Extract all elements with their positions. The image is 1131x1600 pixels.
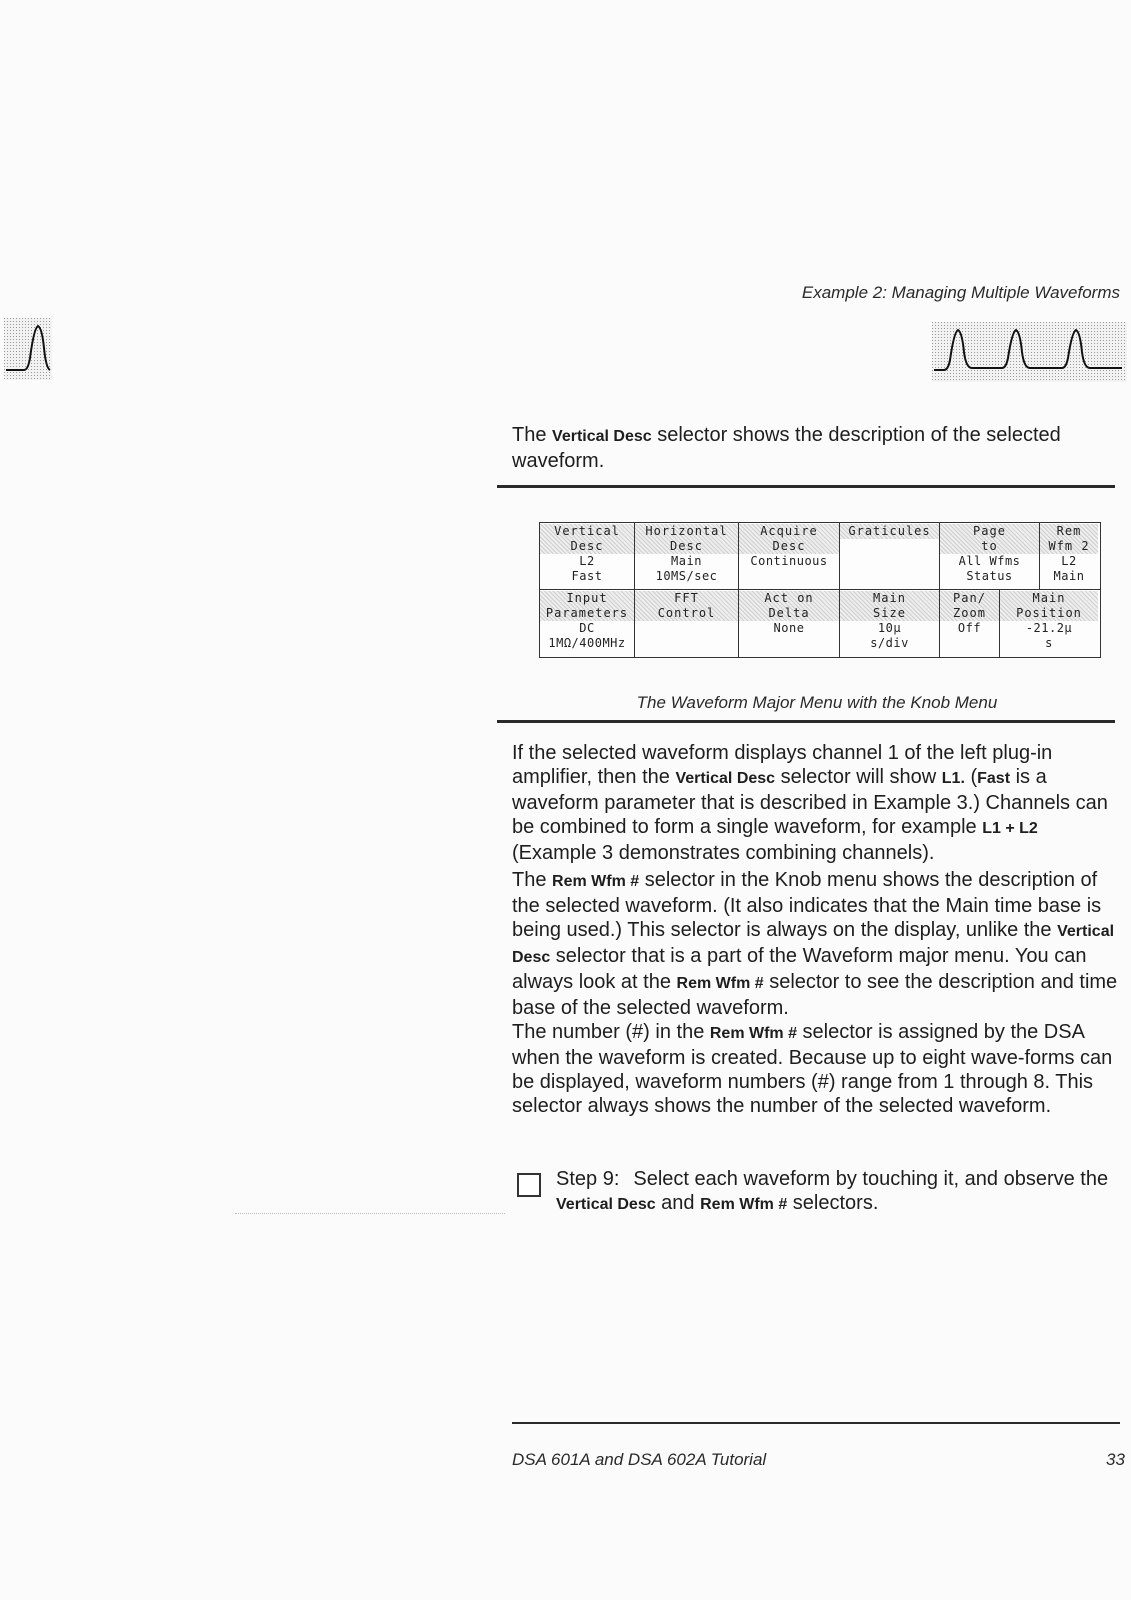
waveform-logo-icon: [4, 318, 52, 380]
footer-divider: [512, 1422, 1120, 1424]
body-paragraph: The Rem Wfm # selector in the Knob menu shows the description of the selected waveform. (It also indicates that the Main time base is being used.) This selector is always on the display, unlike the Vertical Desc selector that is a part of the Waveform major menu. You can always look at the Rem Wfm # selector to see the description and time base of the selected waveform.: [512, 869, 1118, 1019]
menu-selector: Acquire Desc Continuous: [739, 523, 840, 589]
waveform-major-menu: [539, 522, 1101, 658]
running-header: Example 2: Managing Multiple Waveforms: [801, 283, 1120, 302]
figure-caption: The Waveform Major Menu with the Knob Menu: [636, 693, 998, 712]
menu-selector: FFT Control: [635, 590, 739, 657]
waveform-logo-icon: [932, 322, 1127, 382]
menu-selector: Horizontal Desc Main 10MS/sec: [635, 523, 739, 589]
step-checkbox[interactable]: [517, 1173, 541, 1197]
menu-selector: Graticules: [840, 523, 940, 589]
step-instruction: Step 9: Select each waveform by touching it, and observe the Vertical Desc and Rem Wfm # selectors.: [556, 1168, 1109, 1214]
menu-selector: Main Size 10µ s/div: [840, 590, 940, 657]
knob-menu-selector: Rem Wfm 2 L2 Main: [1040, 523, 1098, 589]
selector-name: Vertical Desc: [552, 428, 652, 445]
menu-row: [540, 523, 1100, 590]
menu-selector: Pan/ Zoom Off: [940, 590, 1000, 657]
menu-row: [540, 590, 1100, 657]
knob-menu-selector: Main Position -21.2µ s: [1000, 590, 1098, 657]
page-number: 33: [1106, 1450, 1125, 1469]
menu-selector: Input Parameters DC 1MΩ/400MHz: [540, 590, 635, 657]
scan-artifact-line: [235, 1213, 505, 1214]
body-paragraph: If the selected waveform displays channel 1 of the left plug-in amplifier, then the Vertical Desc selector will show L1. (Fast is a waveform parameter that is described in Example 3.) Channels can be combined to form a single waveform, for example L1 + L2 (Example 3 demonstrates combining channels).: [512, 742, 1108, 864]
divider: [497, 720, 1115, 723]
body-paragraph: The number (#) in the Rem Wfm # selector is assigned by the DSA when the waveform is created. Because up to eight wave-forms can be displayed, waveform numbers (#) range from 1 through 8. This selector always shows the number of the selected waveform.: [512, 1021, 1113, 1117]
intro-paragraph: The Vertical Desc selector shows the description of the selected waveform.: [512, 424, 1061, 472]
menu-selector: Page to All Wfms Status: [940, 523, 1040, 589]
menu-selector: Vertical Desc L2 Fast: [540, 523, 635, 589]
footer-title: DSA 601A and DSA 602A Tutorial: [512, 1450, 767, 1469]
menu-selector: Act on Delta None: [739, 590, 840, 657]
divider: [497, 485, 1115, 488]
